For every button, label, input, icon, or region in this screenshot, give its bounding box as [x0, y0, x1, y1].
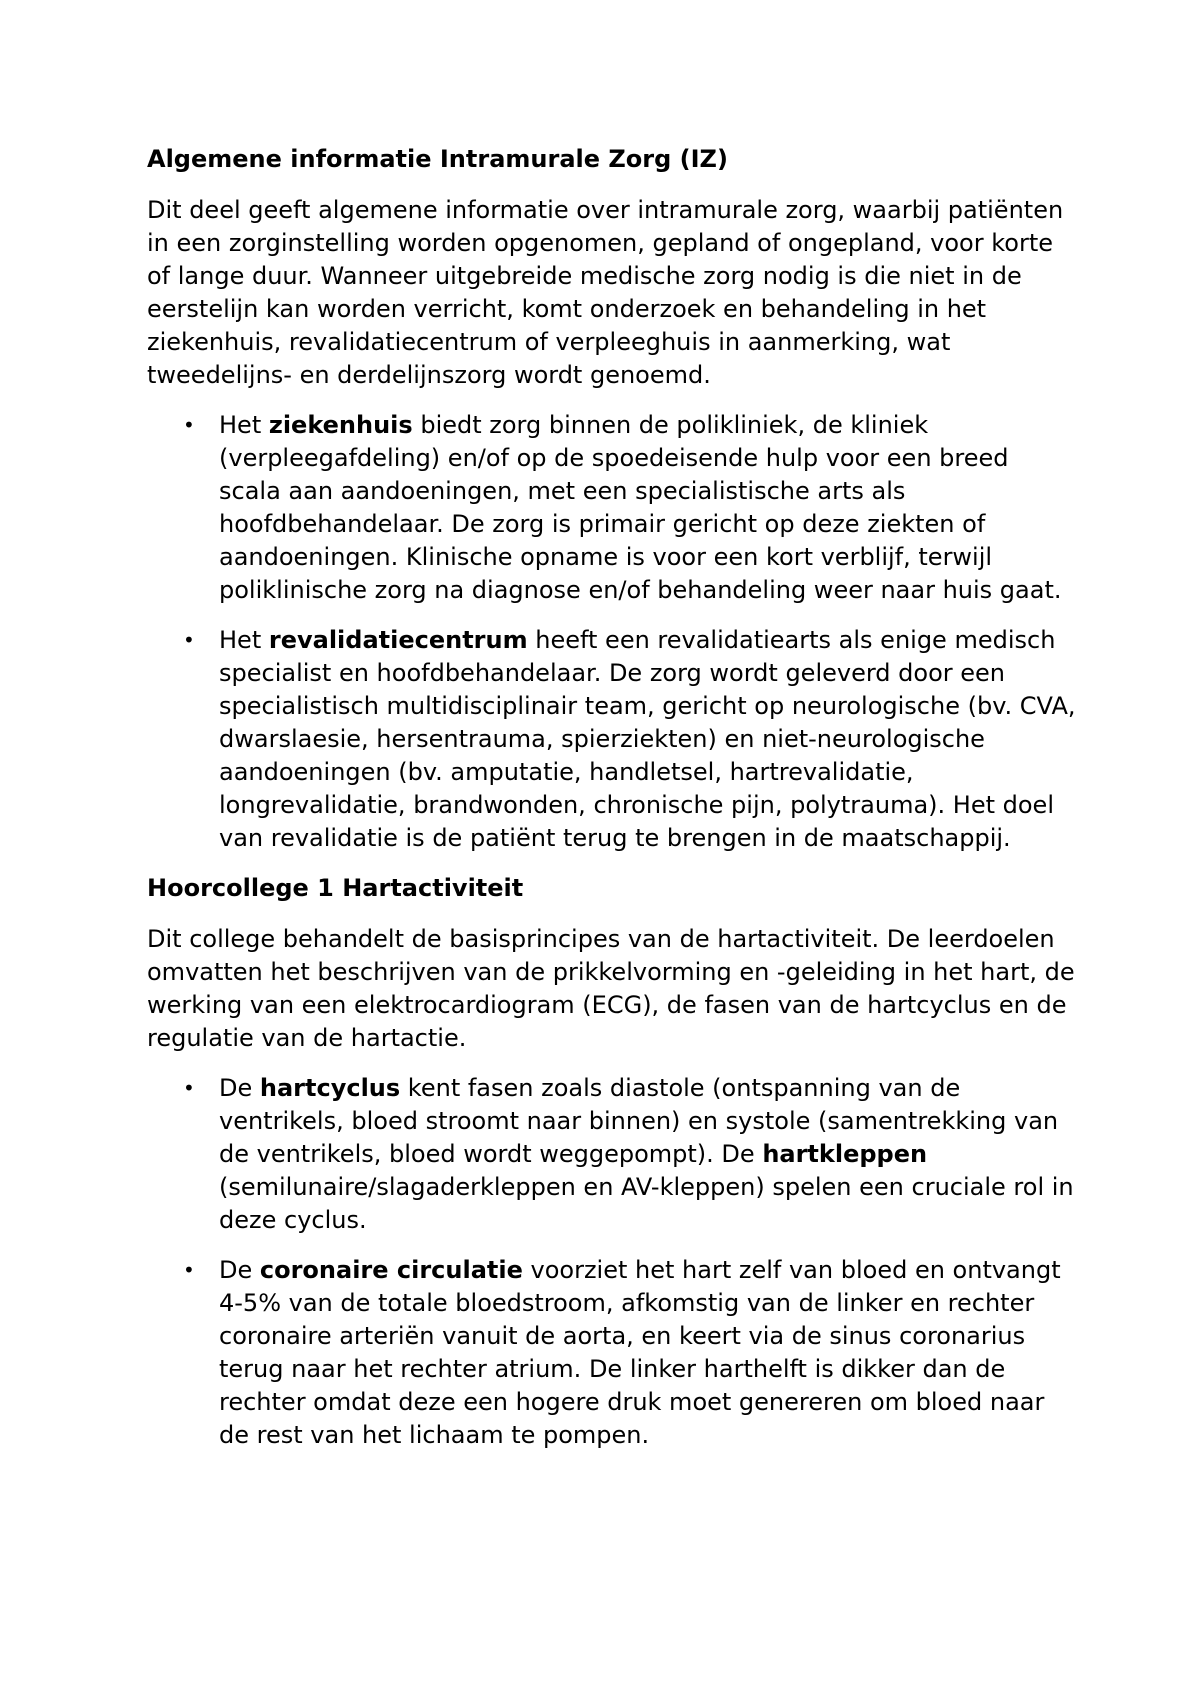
term-hartkleppen: hartkleppen — [762, 1140, 928, 1168]
bullet-icon: • — [183, 628, 195, 652]
bullet-icon: • — [183, 1076, 195, 1100]
bullet-icon: • — [183, 1258, 195, 1282]
term-ziekenhuis: ziekenhuis — [268, 411, 413, 439]
list-item-hartcyclus: • De hartcyclus kent fasen zoals diastole (ontspanning van de ventrikels, bloed stroomt naar binnen) en systole (samentrekking van de ventrikels, bloed wordt weggepompt). De hartkleppen (semilunaire/slagaderkleppen en AV-kleppen) spelen een cruciale rol in deze cyclus. — [183, 1074, 1074, 1234]
section-heading-iz: Algemene informatie Intramurale Zorg (IZ) — [147, 145, 728, 173]
term-hartcyclus: hartcyclus — [259, 1074, 401, 1102]
list-item-coronaire-circulatie: • De coronaire circulatie voorziet het hart zelf van bloed en ontvangt 4-5% van de totale bloedstroom, afkomstig van de linker en rechter coronaire arteriën vanuit de aorta, en keert via de sinus coronarius terug naar het rechter atrium. De linker harthelft is dikker dan de rechter omdat deze een hogere druk moet genereren om bloed naar de rest van het lichaam te pompen. — [183, 1256, 1061, 1449]
bullet-list-hartactiviteit — [147, 1072, 1077, 1452]
section-intro-iz: Dit deel geeft algemene informatie over intramurale zorg, waarbij patiënten in een zorginstelling worden opgenomen, gepland of ongepland, voor korte of lange duur. Wanneer uitgebreide medische zorg nodig is die niet in de eerstelijn kan worden verricht, komt onderzoek en behandeling in het ziekenhuis, revalidatiecentrum of verpleeghuis in aanmerking, wat tweedelijns- en derdelijnszorg wordt genoemd. — [147, 196, 1064, 389]
list-item-revalidatiecentrum: • Het revalidatiecentrum heeft een revalidatiearts als enige medisch specialist en hoofdbehandelaar. De zorg wordt geleverd door een specialistisch multidisciplinair team, gericht op neurologische (bv. CVA, dwarslaesie, hersentrauma, spierziekten) en niet-neurologische aandoeningen (bv. amputatie, handletsel, hartrevalidatie, longrevalidatie, brandwonden, chronische pijn, polytrauma). Het doel van revalidatie is de patiënt terug te brengen in de maatschappij. — [183, 626, 1076, 852]
section-heading-hartactiviteit: Hoorcollege 1 Hartactiviteit — [147, 874, 524, 902]
section-intro-hartactiviteit: Dit college behandelt de basisprincipes van de hartactiviteit. De leerdoelen omvatten het beschrijven van de prikkelvorming en -geleiding in het hart, de werking van een elektrocardiogram (ECG), de fasen van de hartcyclus en de regulatie van de hartactie. — [147, 925, 1075, 1052]
bullet-list-iz — [147, 409, 1077, 855]
bullet-icon: • — [183, 413, 195, 437]
term-coronaire-circulatie: coronaire circulatie — [259, 1256, 523, 1284]
list-item-ziekenhuis: • Het ziekenhuis biedt zorg binnen de polikliniek, de kliniek (verpleegafdeling) en/of op de spoedeisende hulp voor een breed scala aan aandoeningen, met een specialistische arts als hoofdbehandelaar. De zorg is primair gericht op deze ziekten of aandoeningen. Klinische opname is voor een kort verblijf, terwijl poliklinische zorg na diagnose en/of behandeling weer naar huis gaat. — [183, 411, 1062, 604]
document-page — [147, 143, 1077, 1452]
term-revalidatiecentrum: revalidatiecentrum — [268, 626, 528, 654]
